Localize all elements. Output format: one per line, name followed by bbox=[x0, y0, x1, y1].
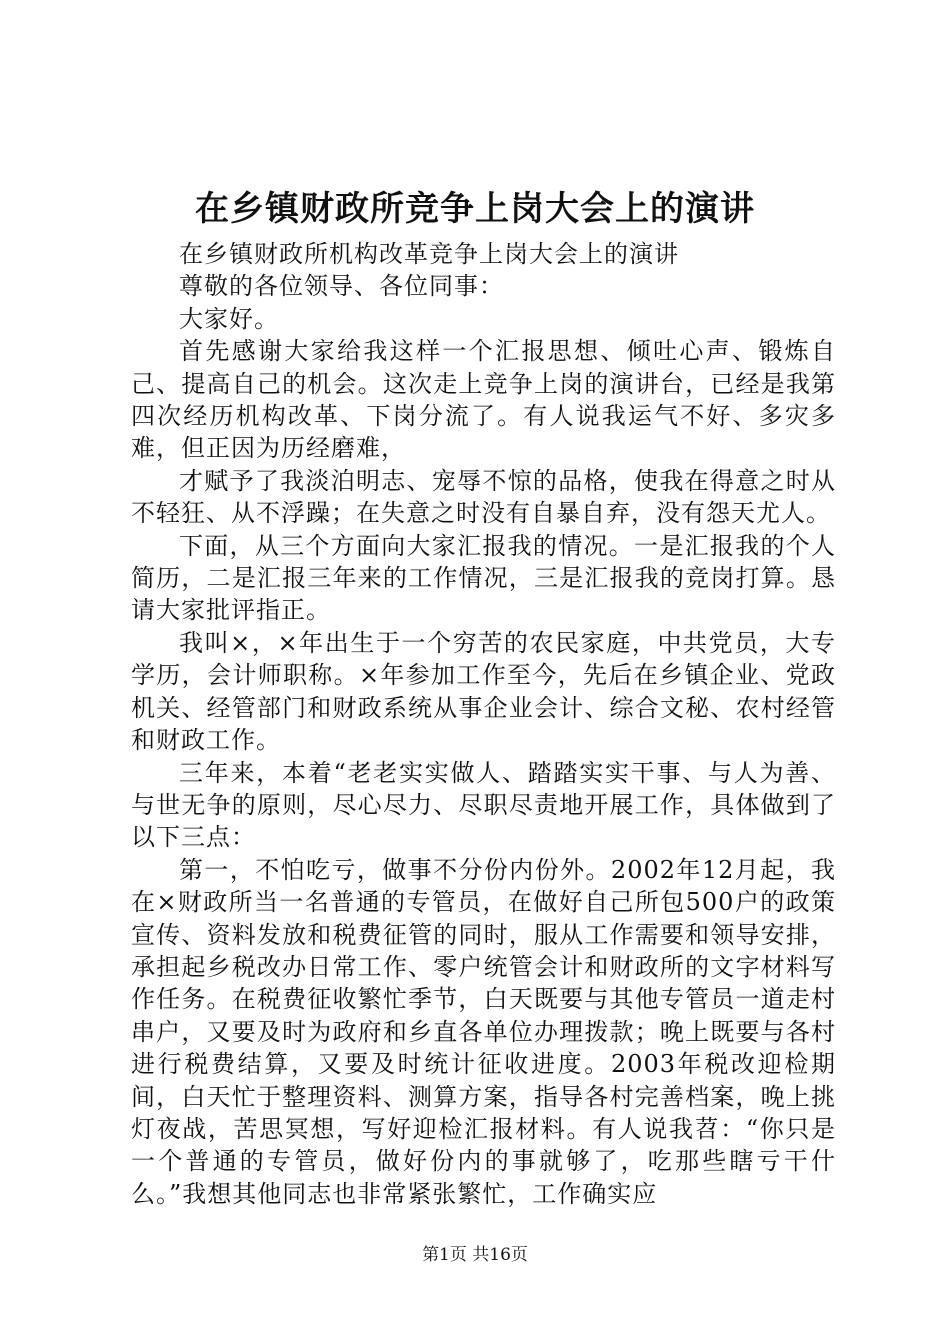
body-paragraph: 在乡镇财政所机构改革竞争上岗大会上的演讲 bbox=[179, 240, 679, 268]
body-paragraph: 下面，从三个方面向大家汇报我的情况。一是汇报我的个人简历，二是汇报三年来的工作情况，三是汇报我的竞岗打算。恳请大家批评指正。 bbox=[131, 531, 836, 625]
document-title: 在乡镇财政所竞争上岗大会上的演讲 bbox=[195, 189, 755, 229]
body-paragraph: 首先感谢大家给我这样一个汇报思想、倾吐心声、锻炼自己、提高自己的机会。这次走上竞争上岗的演讲台，已经是我第四次经历机构改革、下岗分流了。有人说我运气不好、多灾多难，但正因为历经磨难， bbox=[131, 337, 836, 463]
body-paragraph: 第一，不怕吃亏，做事不分份内份外。2002年12月起，我在×财政所当一名普通的专管员，在做好自己所包500户的政策宣传、资料发放和税费征管的同时，服从工作需要和领导安排，承担起乡税改办日常工作、零户统管会计和财政所的文字材料写作任务。在税费征收繁忙季节，白天既要与其他专管员一道走村串户，又要及时为政府和乡直各单位办理拨款；晚上既要与各村进行税费结算，又要及时统计征收进度。2003年税改迎检期间，白天忙于整理资料、测算方案，指导各村完善档案，晚上挑灯夜战，苦思冥想，写好迎检汇报材料。有人说我苕：“你只是一个普通的专管员，做好份内的事就够了，吃那些瞎亏干什么。”我想其他同志也非常紧张繁忙，工作确实应 bbox=[131, 855, 836, 1208]
body-paragraph: 我叫×，×年出生于一个穷苦的农民家庭，中共党员，大专学历，会计师职称。×年参加工作至今，先后在乡镇企业、党政机关、经管部门和财政系统从事企业会计、综合文秘、农村经管和财政工作。 bbox=[131, 628, 836, 755]
body-paragraph: 才赋予了我淡泊明志、宠辱不惊的品格，使我在得意之时从不轻狂、从不浮躁；在失意之时没有自暴自弃，没有怨天尤人。 bbox=[131, 466, 836, 528]
body-paragraph: 尊敬的各位领导、各位同事： bbox=[179, 272, 504, 301]
document-body bbox=[131, 238, 836, 1210]
body-paragraph: 三年来，本着“老老实实做人、踏踏实实干事、与人为善、与世无争的原则，尽心尽力、尽职尽责地开展工作，具体做到了以下三点： bbox=[131, 758, 836, 852]
body-paragraph: 大家好。 bbox=[179, 304, 279, 333]
page-number: 第1页 共16页 bbox=[422, 1245, 528, 1265]
